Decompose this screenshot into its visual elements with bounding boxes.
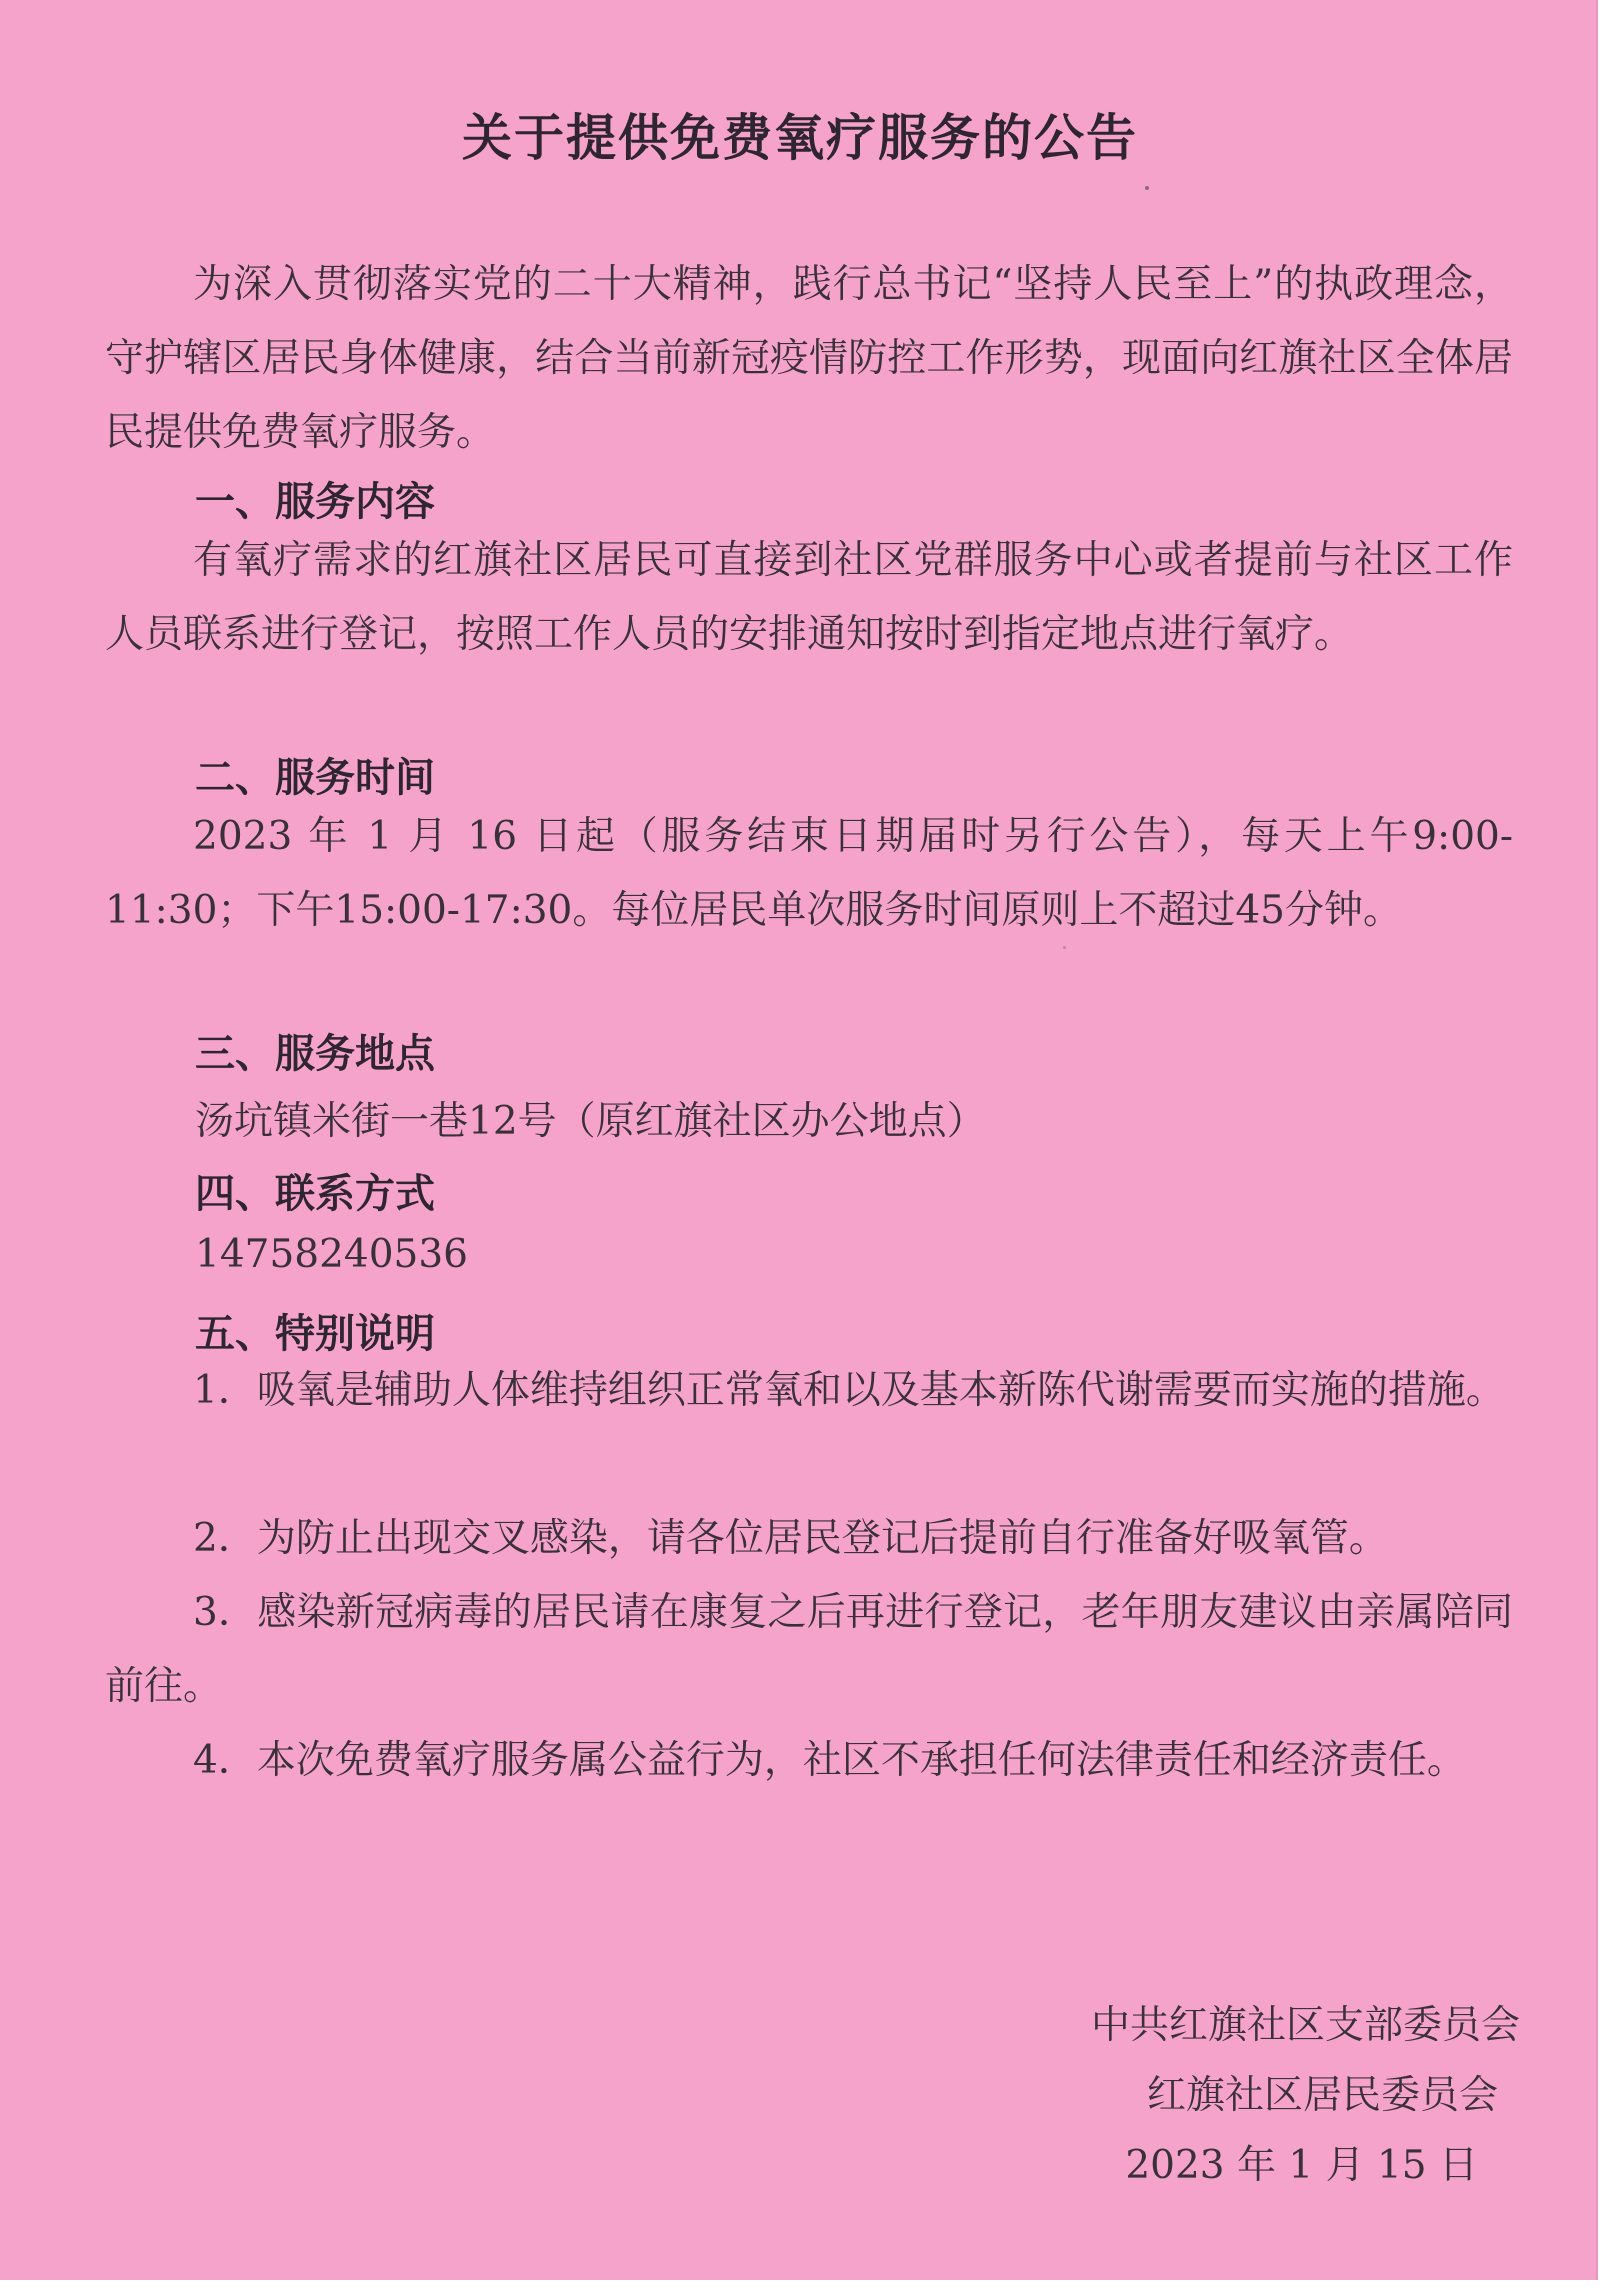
scan-speck	[1145, 186, 1149, 190]
signature-org-committee: 红旗社区居民委员会	[1146, 2073, 1498, 2118]
section-body-time: 2023 年 1 月 16 日起（服务结束日期届时另行公告），每天上午9:00-11:30；下午15:00-17:30。每位居民单次服务时间原则上不超过45分钟。	[105, 814, 1513, 933]
intro-paragraph: 为深入贯彻落实党的二十大精神，践行总书记“坚持人民至上”的执政理念，守护辖区居民身体健康，结合当前新冠疫情防控工作形势，现面向红旗社区全体居民提供免费氧疗服务。	[105, 262, 1513, 455]
note-item-2: 2．为防止出现交叉感染，请各位居民登记后提前自行准备好吸氧管。	[193, 1516, 1388, 1561]
note-item-1: 1．吸氧是辅助人体维持组织正常氧和以及基本新陈代谢需要而实施的措施。	[193, 1368, 1505, 1413]
section-body-content: 有氧疗需求的红旗社区居民可直接到社区党群服务中心或者提前与社区工作人员联系进行登记，按照工作人员的安排通知按时到指定地点进行氧疗。	[105, 538, 1513, 657]
page-edge	[1596, 0, 1598, 2280]
section-heading-location: 三、服务地点	[195, 1031, 435, 1077]
section-heading-notes: 五、特别说明	[195, 1311, 435, 1357]
section-heading-time: 二、服务时间	[195, 755, 435, 801]
note-item-4: 4．本次免费氧疗服务属公益行为，社区不承担任何法律责任和经济责任。	[193, 1738, 1466, 1783]
section-heading-content: 一、服务内容	[195, 479, 435, 525]
signature-org-party: 中共红旗社区支部委员会	[1090, 2003, 1520, 2048]
scan-speck	[1063, 946, 1066, 949]
note-item-3: 3．感染新冠病毒的居民请在康复之后再进行登记，老年朋友建议由亲属陪同前往。	[105, 1590, 1513, 1709]
section-body-location: 汤坑镇米街一巷12号（原红旗社区办公地点）	[195, 1099, 986, 1144]
signature-date: 2023 年 1 月 15 日	[1125, 2143, 1478, 2188]
notice-title: 关于提供免费氧疗服务的公告	[462, 109, 1138, 167]
section-heading-contact: 四、联系方式	[195, 1171, 435, 1217]
contact-phone: 14758240536	[195, 1232, 468, 1277]
